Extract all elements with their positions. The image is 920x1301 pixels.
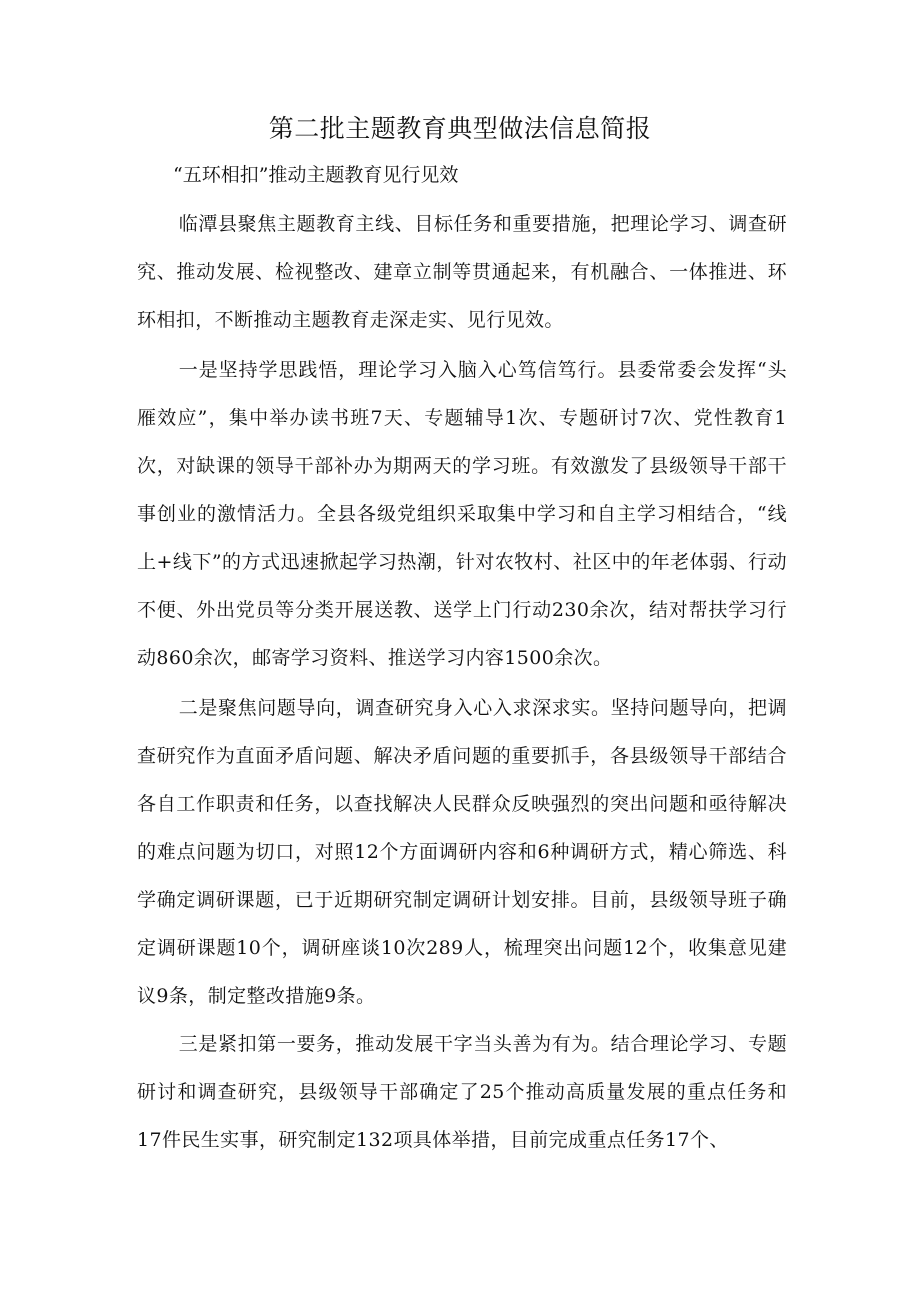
document-subtitle: “五环相扣”推动主题教育见行见效 [173,164,459,186]
paragraph-theory-study: 一是坚持学思践悟，理论学习入脑入心笃信笃行。县委常委会发挥“头雁效应”，集中举办读书班7天、专题辅导1次、专题研讨7次、党性教育1次，对缺课的领导干部补办为期两天的学习班。有效激发了县级领导干部干事创业的激情活力。全县各级党组织采取集中学习和自主学习相结合，“线上+线下”的方式迅速掀起学习热潮，针对农牧村、社区中的年老体弱、行动不便、外出党员等分类开展送教、送学上门行动230余次，结对帮扶学习行动860余次，邮寄学习资料、推送学习内容1500余次。 [137,359,787,669]
paragraph-intro: 临潭县聚焦主题教育主线、目标任务和重要措施，把理论学习、调查研究、推动发展、检视整改、建章立制等贯通起来，有机融合、一体推进、环环相扣，不断推动主题教育走深走实、见行见效。 [137,213,787,331]
paragraph-development: 三是紧扣第一要务，推动发展干字当头善为有为。结合理论学习、专题研讨和调查研究，县级领导干部确定了25个推动高质量发展的重点任务和17件民生实事，研究制定132项具体举措，目前完成重点任务17个、 [137,1033,787,1151]
paragraph-investigation: 二是聚焦问题导向，调查研究身入心入求深求实。坚持问题导向，把调查研究作为直面矛盾问题、解决矛盾问题的重要抓手，各县级领导干部结合各自工作职责和任务，以查找解决人民群众反映强烈的突出问题和亟待解决的难点问题为切口，对照12个方面调研内容和6种调研方式，精心筛选、科学确定调研课题，已于近期研究制定调研计划安排。目前，县级领导班子确定调研课题10个，调研座谈10次289人，梳理突出问题12个，收集意见建议9条，制定整改措施9条。 [137,697,787,1007]
document-title: 第二批主题教育典型做法信息简报 [268,114,652,143]
